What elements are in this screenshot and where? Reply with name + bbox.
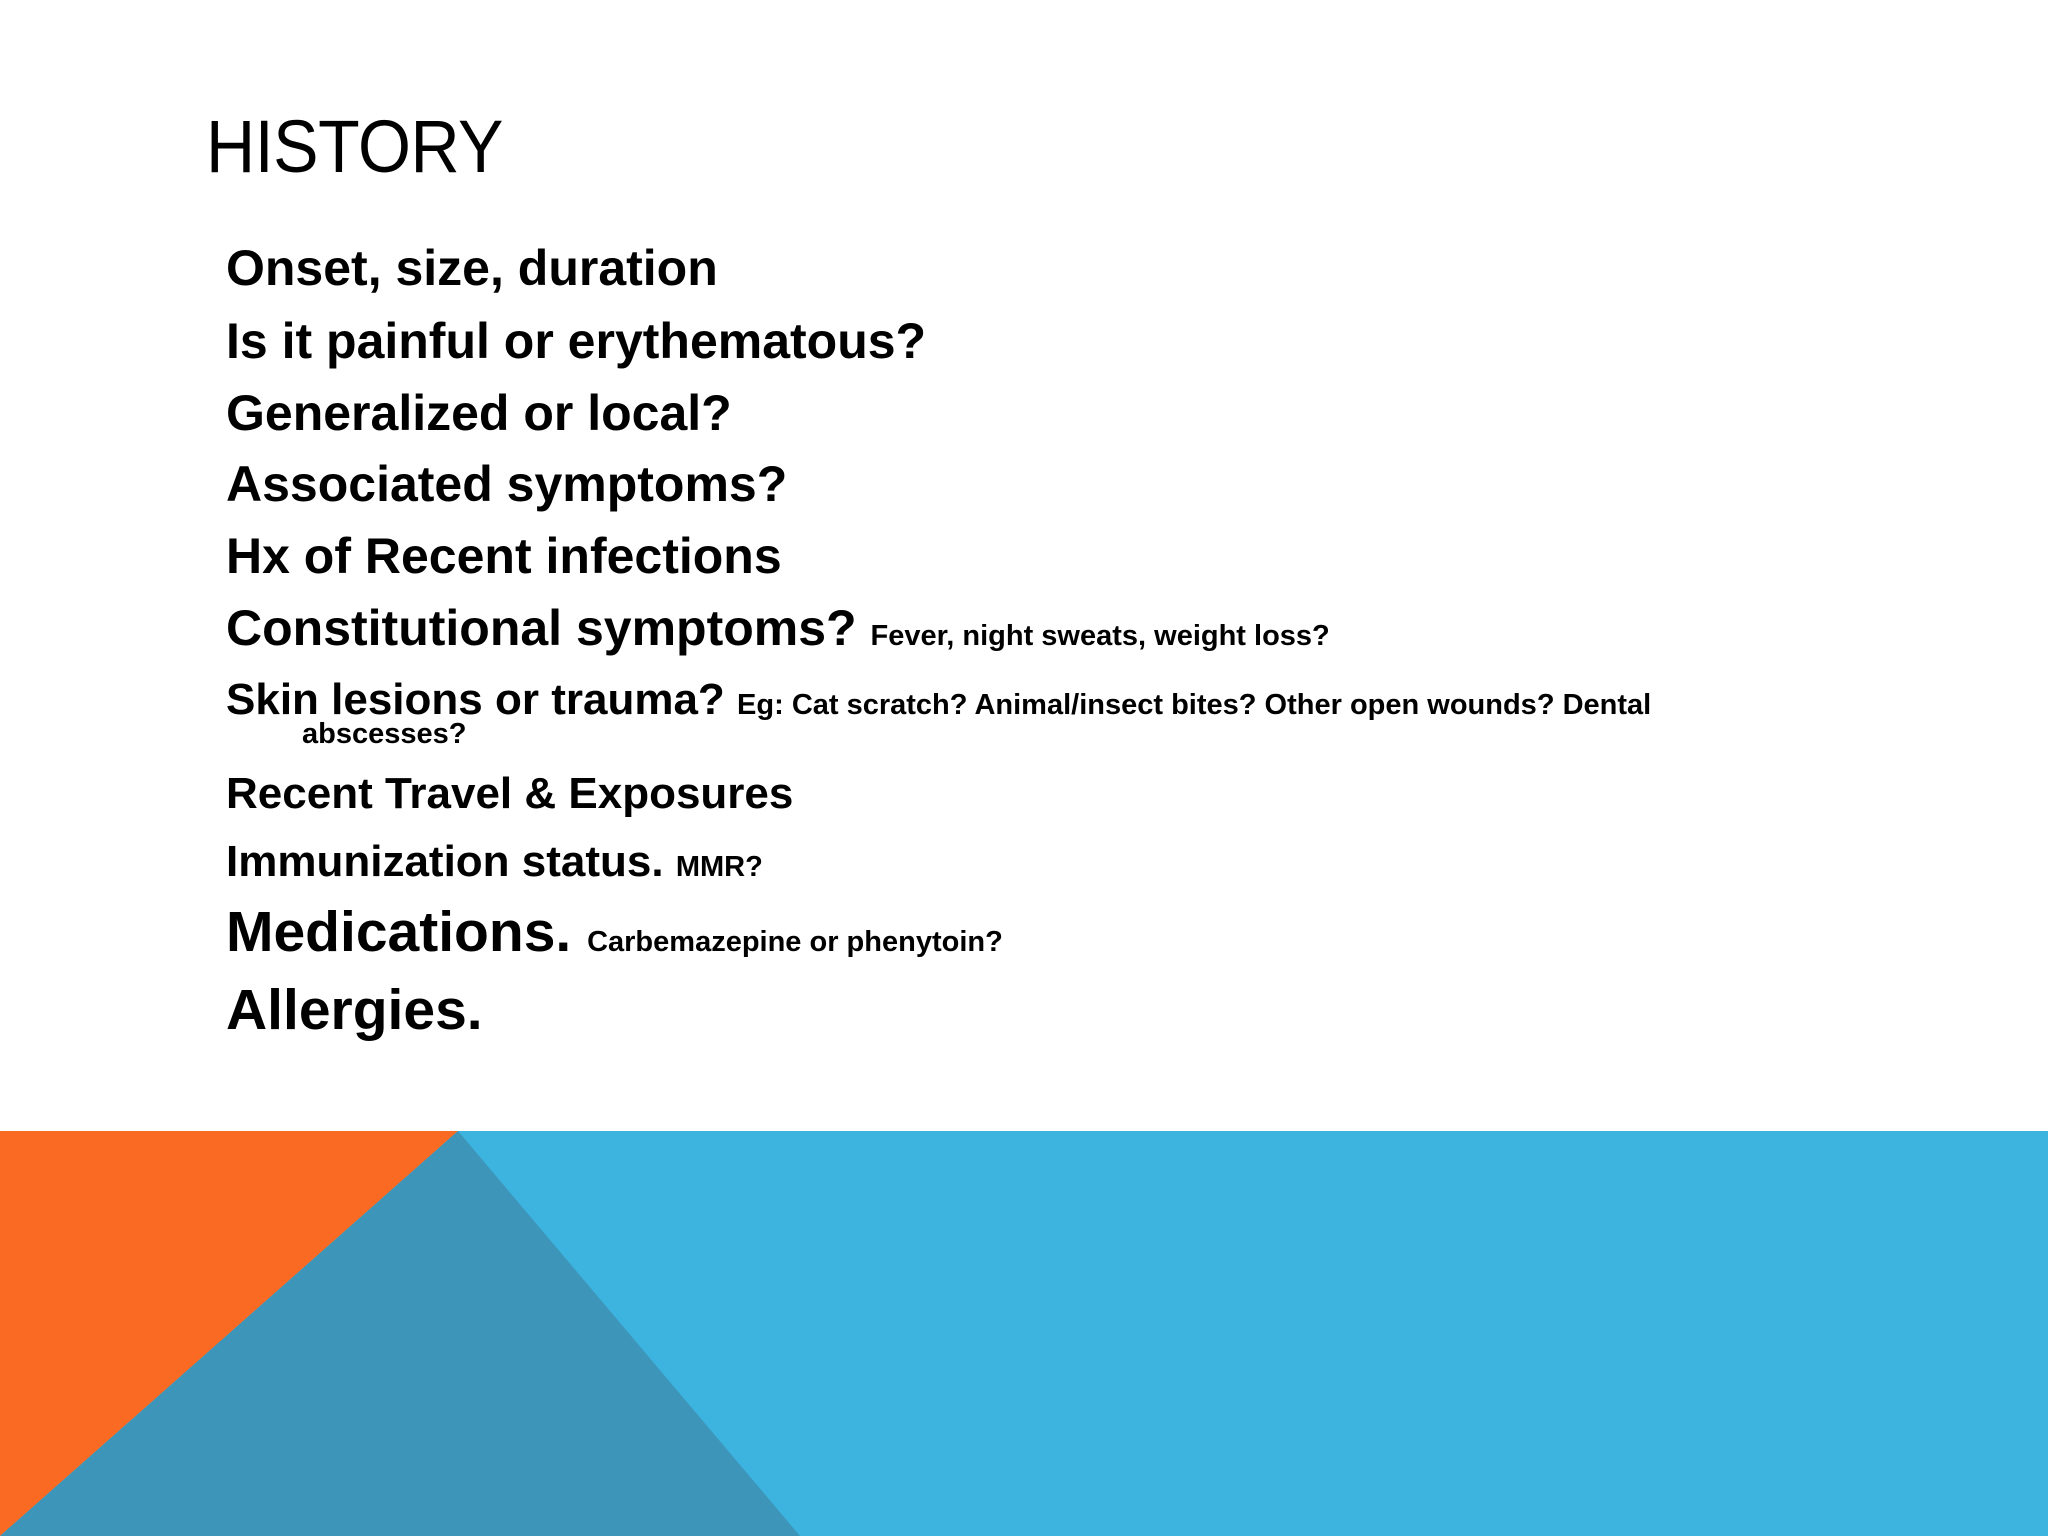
list-item-painful	[226, 311, 926, 371]
list-item-recent-infections	[226, 526, 782, 586]
item-main-text: Recent Travel & Exposures	[226, 769, 794, 818]
footer-decoration	[0, 1131, 2048, 1536]
item-continuation-text: abscesses?	[302, 718, 467, 750]
item-main-text: Hx of Recent infections	[226, 528, 782, 584]
list-item-medications	[226, 897, 1003, 977]
item-main-text: Constitutional symptoms?	[226, 600, 857, 656]
list-item-generalized	[226, 383, 732, 443]
list-item-skin-lesions	[226, 672, 1651, 749]
item-sub-text: Eg: Cat scratch? Animal/insect bites? Other open wounds? Dental	[737, 689, 1652, 721]
list-item-constitutional	[226, 598, 1330, 666]
item-main-text: Onset, size, duration	[226, 240, 718, 296]
item-main-text: Skin lesions or trauma?	[226, 675, 725, 724]
item-sub-text: MMR?	[675, 851, 763, 883]
item-main-text: Is it painful or erythematous?	[226, 313, 927, 369]
slide-title: HISTORY	[206, 105, 503, 188]
item-main-text: Medications.	[226, 900, 572, 964]
list-item-onset	[226, 238, 718, 298]
item-main-text: Generalized or local?	[226, 385, 732, 441]
list-item-associated-symptoms	[226, 454, 787, 514]
item-sub-text: Fever, night sweats, weight loss?	[870, 620, 1330, 652]
item-main-text: Allergies.	[226, 978, 483, 1042]
list-item-travel	[226, 766, 793, 822]
item-main-text: Immunization status.	[226, 837, 664, 886]
item-sub-text: Carbemazepine or phenytoin?	[587, 926, 1003, 958]
list-item-allergies	[226, 975, 483, 1045]
list-item-immunization	[226, 834, 763, 895]
item-main-text: Associated symptoms?	[226, 456, 788, 512]
